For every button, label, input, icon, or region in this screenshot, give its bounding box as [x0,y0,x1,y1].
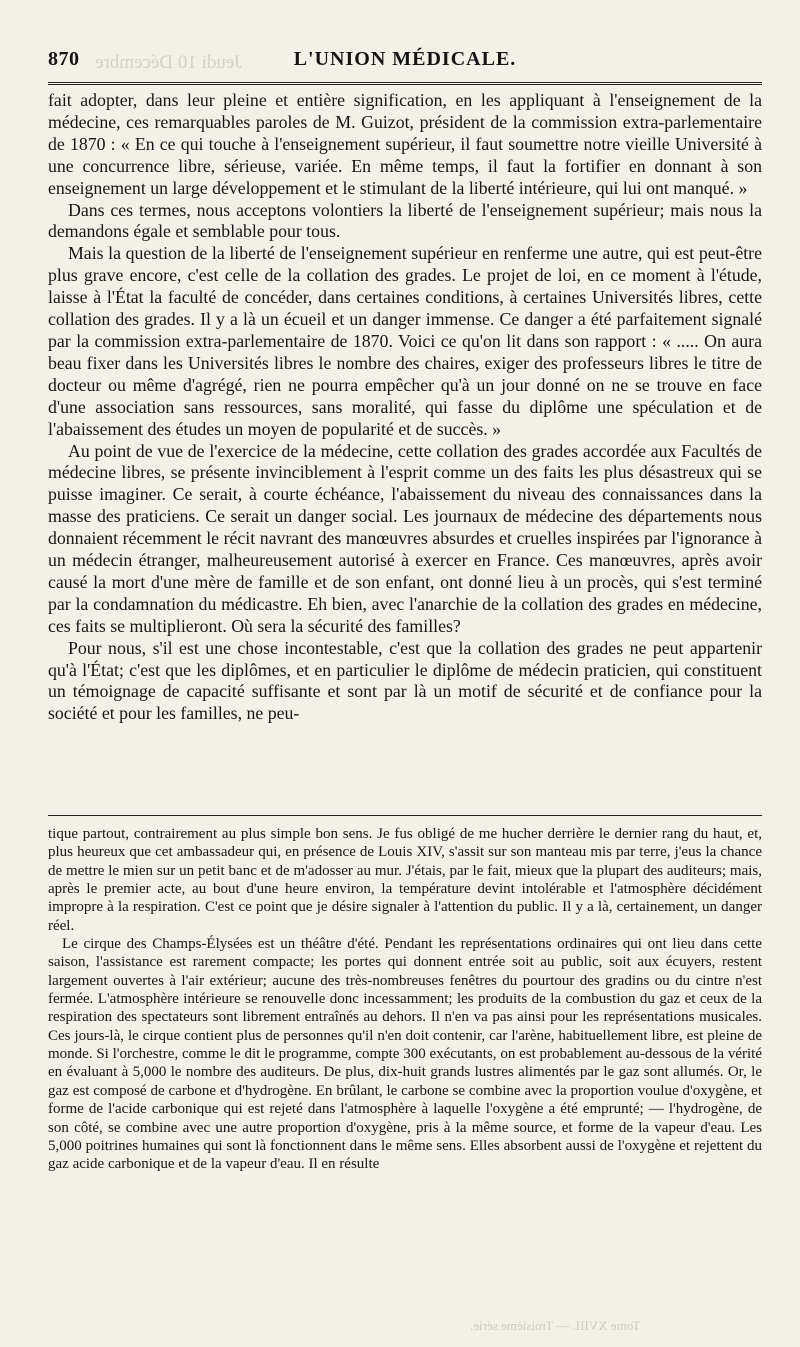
footnote-paragraph: tique partout, contrairement au plus simple bon sens. Je fus obligé de me hucher derrière le dernier rang du haut, et, plus heureux que cet ambassadeur qui, en présence de Louis XIV, s'assit sur son manteau mis par terre, j'eus la chance de mettre le mien sur un petit banc et de m'adosser au mur. J'étais, par le fait, mieux que la plupart des auditeurs; mais, après le premier acte, au bout d'une heure environ, la température devint intolérable et l'atmosphère décidément impropre à la respiration. C'est ce point que je désire signaler à l'attention du public. Il y a là, certainement, un danger réel. [48,826,762,934]
page-header [48,48,762,76]
page-number: 870 [48,48,80,70]
paragraph: Mais la question de la liberté de l'enseignement supérieur en renferme une autre, qui est peut-être plus grave encore, c'est celle de la collation des grades. Le projet de loi, en ce moment à l'étude, laisse à l'État la faculté de concéder, dans certaines conditions, à certaines Universités libres, cette collation des grades. Il y a là un écueil et un danger immense. Ce danger a été parfaitement signalé par la commission extra-parlementaire de 1870. Voici ce qu'on lit dans son rapport : « ..... On aura beau fixer dans les Universités libres le nombre des chaires, exiger des professeurs libres le titre de docteur ou même d'agrégé, rien ne pourra empêcher qu'à un jour donné on ne se trouve en face d'une association sans ressources, sans moralité, qui fasse du diplôme une spéculation et de l'abaissement des études un moyen de popularité et de succès. » [48,243,762,439]
footnote-paragraph: Le cirque des Champs-Élysées est un théâtre d'été. Pendant les représentations ordinaires qui ont lieu dans cette saison, l'assistance est rarement compacte; les portes qui donnent entrée soit au public, soit aux écuyers, restent largement ouvertes à l'air extérieur; aucune des très-nombreuses fenêtres du pourtour des gradins ou du cintre n'est fermée. L'atmosphère intérieure se renouvelle donc incessamment; les produits de la combustion du gaz et ceux de la respiration des spectateurs sont librement entraînés au dehors. Il n'en va pas ainsi pour les représentations musicales. Ces jours-là, le cirque contient plus de personnes qu'il n'en doit contenir, car l'arène, habituellement libre, est pleine de monde. Si l'orchestre, comme le dit le programme, compte 300 exécutants, on est probablement au-dessous de la vérité en évaluant à 5,000 le nombre des auditeurs. De plus, dix-huit grands lustres alimentés par le gaz sont allumés. Or, le gaz est composé de carbone et d'hydrogène. En brûlant, le carbone se combine avec la proportion voulue d'oxygène, et forme de l'acide carbonique qui est rejeté dans l'atmosphère à laquelle l'oxygène a été emprunté; — l'hydrogène, de son côté, se combine avec une autre proportion d'oxygène, pris à la même source, et forme de la vapeur d'eau. Les 5,000 poitrines humaines qui sont là fonctionnent dans le même sens. Elles absorbent aussi de l'oxygène et rejettent du gaz acide carbonique et de la vapeur d'eau. Il en résulte [48,936,762,1173]
main-text [48,90,762,725]
show-through-header: Jeudi 10 Décembre [95,52,242,73]
paragraph: Au point de vue de l'exercice de la médecine, cette collation des grades accordée aux Facultés de médecine libres, se présente invinciblement à l'esprit comme un des faits les plus désastreux qui se puisse imaginer. Ce serait, à courte échéance, l'abaissement du niveau des connaissances dans la masse des praticiens. Ce serait un danger social. Les journaux de médecine des départements nous donnaient récemment le récit navrant des manœuvres absurdes et cruelles inspirées par l'ignorance à un médecin étranger, malheureusement autorisé à exercer en France. Ces manœuvres, après avoir causé la mort d'une mère de famille et de son enfant, ont donné lieu à un procès, qui s'est terminé par la condamnation du médicastre. Eh bien, avec l'anarchie de la collation des grades en médecine, ces faits se multiplieront. Où sera la sécurité des familles? [48,440,762,636]
running-title: L'UNION MÉDICALE. [293,48,517,70]
paragraph: fait adopter, dans leur pleine et entière signification, en les appliquant à l'enseignement de la médecine, ces remarquables paroles de M. Guizot, président de la commission extra-parlementaire de 1870 : « En ce qui touche à l'enseignement supérieur, il faut soumettre notre vieille Université à une concurrence libre, sérieuse, variée. En même temps, il faut la fortifier en donnant à son enseignement un large développement et le stimulant de la liberté intérieure, qui lui ont manqué. » [48,90,762,198]
paragraph: Dans ces termes, nous acceptons volontiers la liberté de l'enseignement supérieur; mais nous la demandons égale et semblable pour tous. [48,199,762,242]
paragraph: Pour nous, s'il est une chose incontestable, c'est que la collation des grades ne peut appartenir qu'à l'État; c'est que les diplômes, et en particulier le diplôme de médecin praticien, qui constituent un témoignage de capacité suffisante et sont par là un motif de sécurité et de confiance pour la société et pour les familles, ne peu- [48,637,762,724]
footnote-separator [48,815,762,816]
header-rule [48,82,762,85]
footnote-text [48,825,762,1174]
show-through-footer: Tome XVIII. — Troisième série. [470,1318,641,1333]
